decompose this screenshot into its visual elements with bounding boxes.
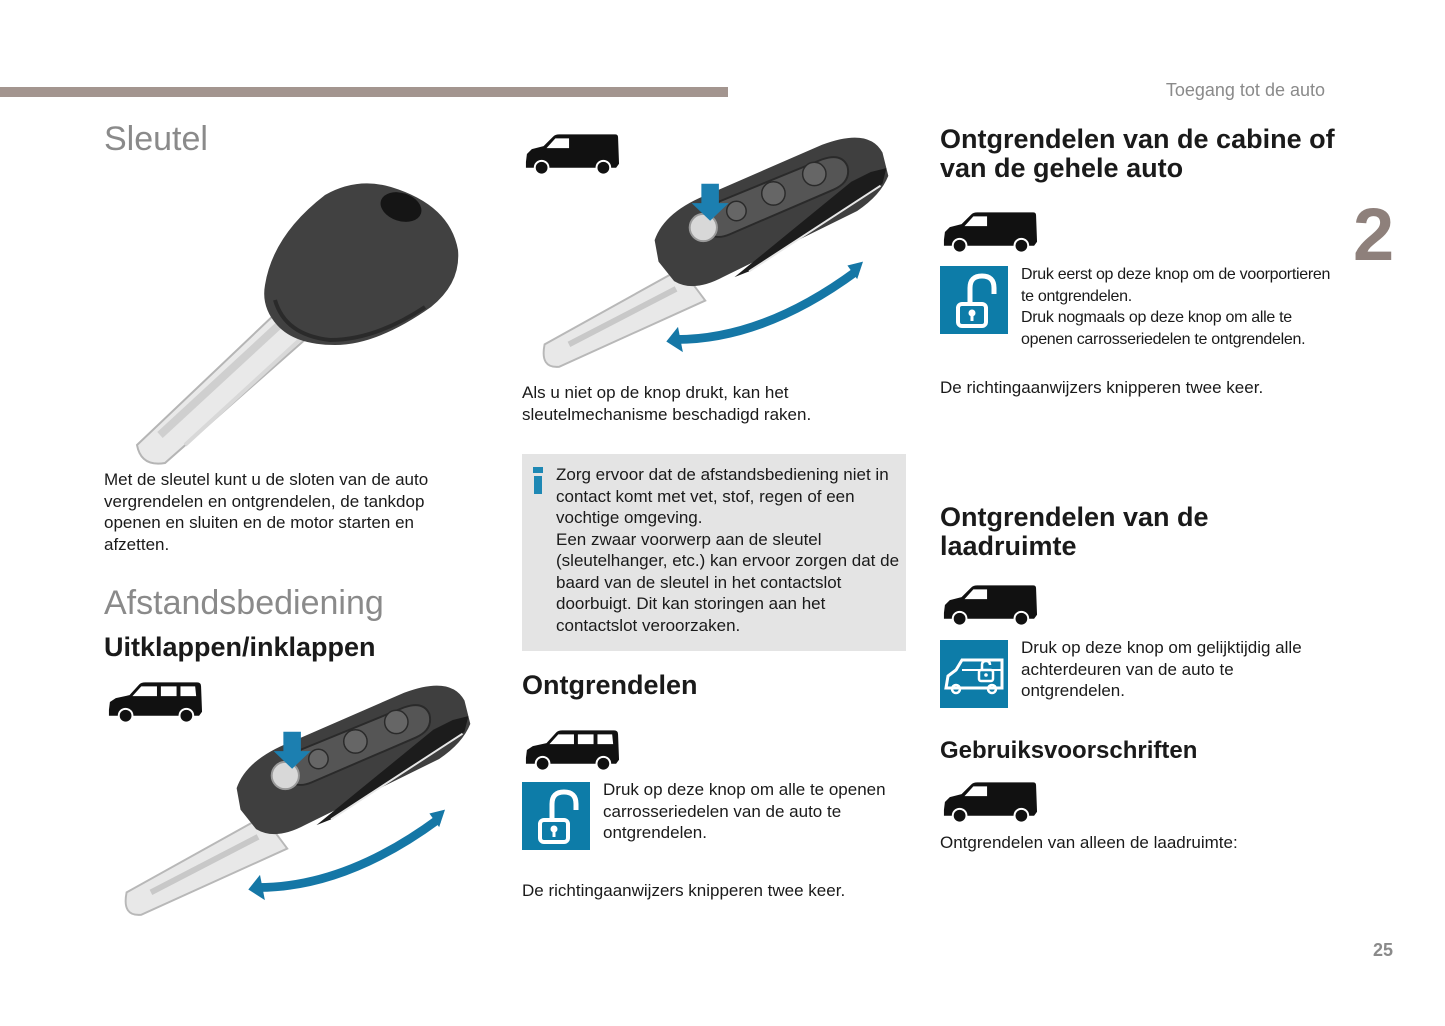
cargo-unlock-description: Druk op deze knop om gelijktijdig alle achterdeuren van de auto te ontgrendelen.: [1021, 638, 1302, 700]
fold-warning-text: Als u niet op de knop drukt, kan het sleutelmechanisme beschadigd raken.: [522, 383, 812, 424]
usage-text: Ontgrendelen van alleen de laadruimte:: [940, 833, 1238, 852]
cabin-indicators-text: De richtingaanwijzers knipperen twee keer.: [940, 378, 1264, 397]
unlock-heading: Ontgrendelen: [522, 670, 698, 700]
page-number: 25: [1373, 940, 1394, 960]
mpv-silhouette-icon: [523, 728, 621, 772]
header-accent-bar: [0, 87, 728, 97]
cabin-unlock-description: Druk eerst op deze knop om de voorportieren te ontgrendelen. Druk nogmaals op deze knop om alle te openen carrosseriedelen te ontgrendelen.: [1021, 266, 1331, 348]
open-padlock-icon: [522, 782, 590, 850]
remote-key-icon: [530, 122, 900, 372]
section-title: Toegang tot de auto: [1165, 80, 1325, 100]
van-silhouette-icon: [941, 780, 1039, 824]
cargo-unlock-heading: Ontgrendelen van de laadruimte: [940, 502, 1209, 561]
open-padlock-icon: [940, 266, 1008, 334]
unlock-indicators-text: De richtingaanwijzers knipperen twee keer.: [522, 881, 846, 900]
key-description: Met de sleutel kunt u de sloten van de auto vergrendelen en ontgrendelen, de tankdop openen en sluiten en de motor starten en afzetten.: [104, 470, 429, 554]
chapter-number: 2: [1353, 193, 1395, 276]
key-heading: Sleutel: [104, 120, 208, 158]
remote-heading: Afstandsbediening: [104, 584, 384, 622]
van-silhouette-icon: [941, 210, 1039, 254]
unlock-description: Druk op deze knop om alle te openen carrosseriedelen van de auto te ontgrendelen.: [603, 780, 886, 842]
info-icon: [533, 467, 543, 494]
usage-heading: Gebruiksvoorschriften: [940, 737, 1198, 764]
fold-subheading: Uitklappen/inklappen: [104, 632, 376, 662]
remote-key-icon: [112, 670, 482, 920]
van-rear-unlock-icon: [940, 640, 1008, 708]
note-text: Zorg ervoor dat de afstandsbediening niet in contact komt met vet, stof, regen of een vochtige omgeving. Een zwaar voorwerp aan de sleutel (sleutelhanger, etc.) kan ervoor zorgen dat de baard van de sleutel in het contactslot doorbuigt. Dit kan storingen aan het contactslot veroorzaken.: [556, 465, 900, 635]
key-icon: [125, 175, 470, 470]
cabin-unlock-heading: Ontgrendelen van de cabine of van de gehele auto: [940, 124, 1335, 183]
van-silhouette-icon: [941, 583, 1039, 627]
